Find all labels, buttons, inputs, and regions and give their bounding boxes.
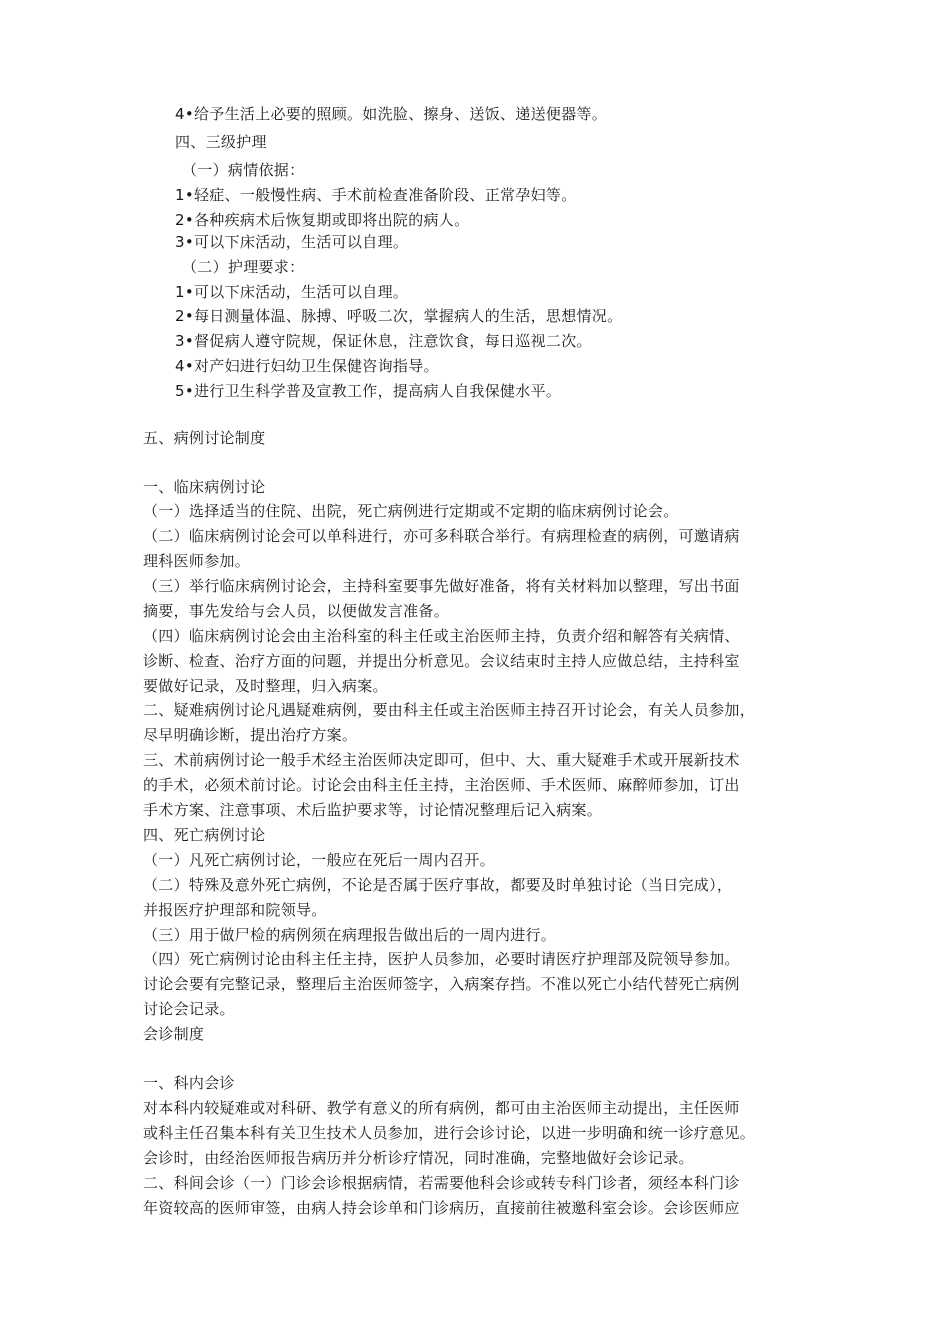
text-line: 2•每日测量体温、脉搏、呼吸二次，掌握病人的生活，思想情况。 xyxy=(175,307,623,325)
text-line: （一）选择适当的住院、出院，死亡病例进行定期或不定期的临床病例讨论会。 xyxy=(143,502,679,520)
text-line: 手术方案、注意事项、术后监护要求等，讨论情况整理后记入病案。 xyxy=(143,801,603,819)
text-line: （四）临床病例讨论会由主治科室的科主任或主治医师主持，负责介绍和解答有关病情、 xyxy=(143,627,740,645)
text-line: 2•各种疾病术后恢复期或即将出院的病人。 xyxy=(175,211,470,229)
text-line: 二、科间会诊（一）门诊会诊根据病情，若需要他科会诊或转专科门诊者，须经本科门诊 xyxy=(143,1174,740,1192)
section-heading: 一、临床病例讨论 xyxy=(143,478,266,496)
text-line: 1•轻症、一般慢性病、手术前检查准备阶段、正常孕妇等。 xyxy=(175,186,577,204)
text-line: 诊断、检查、治疗方面的问题，并提出分析意见。会议结束时主持人应做总结，主持科室 xyxy=(143,652,740,670)
text-line: （一）凡死亡病例讨论，一般应在死后一周内召开。 xyxy=(143,851,495,869)
section-heading: 四、三级护理 xyxy=(175,133,267,151)
text-line: （三）用于做尸检的病例须在病理报告做出后的一周内进行。 xyxy=(143,926,557,944)
text-line: 要做好记录，及时整理，归入病案。 xyxy=(143,677,388,695)
text-line: 理科医师参加。 xyxy=(143,552,251,570)
text-line: （三）举行临床病例讨论会，主持科室要事先做好准备，将有关材料加以整理，写出书面 xyxy=(143,577,740,595)
text-line: （二）特殊及意外死亡病例，不论是否属于医疗事故，都要及时单独讨论（当日完成）， xyxy=(143,876,733,894)
text-line: 三、术前病例讨论一般手术经主治医师决定即可，但中、大、重大疑难手术或开展新技术 xyxy=(143,751,740,769)
text-line: 二、疑难病例讨论凡遇疑难病例，要由科主任或主治医师主持召开讨论会，有关人员参加， xyxy=(143,701,756,719)
text-line: 3•督促病人遵守院规，保证休息，注意饮食，每日巡视二次。 xyxy=(175,332,592,350)
text-line: 对本科内较疑难或对科研、教学有意义的所有病例，都可由主治医师主动提出，主任医师 xyxy=(143,1099,740,1117)
section-heading: 会诊制度 xyxy=(143,1025,205,1043)
section-heading: 一、科内会诊 xyxy=(143,1074,235,1092)
text-line: 的手术，必须术前讨论。讨论会由科主任主持，主治医师、手术医师、麻醉师参加，订出 xyxy=(143,776,740,794)
text-line: 并报医疗护理部和院领导。 xyxy=(143,901,327,919)
text-line: 尽早明确诊断，提出治疗方案。 xyxy=(143,726,358,744)
text-line: 讨论会要有完整记录，整理后主治医师签字，入病案存挡。不准以死亡小结代替死亡病例 xyxy=(143,975,740,993)
text-line: 5•进行卫生科学普及宣教工作，提高病人自我保健水平。 xyxy=(175,382,562,400)
subsection-heading: （二）护理要求： xyxy=(182,258,305,276)
text-line: 1•可以下床活动，生活可以自理。 xyxy=(175,283,409,301)
section-heading: 四、死亡病例讨论 xyxy=(143,826,266,844)
text-line: 摘要，事先发给与会人员，以便做发言准备。 xyxy=(143,602,450,620)
text-line: （四）死亡病例讨论由科主任主持，医护人员参加，必要时请医疗护理部及院领导参加。 xyxy=(143,950,740,968)
text-line: 会诊时，由经治医师报告病历并分析诊疗情况，同时准确，完整地做好会诊记录。 xyxy=(143,1149,694,1167)
text-line: （二）临床病例讨论会可以单科进行，亦可多科联合举行。有病理检查的病例，可邀请病 xyxy=(143,527,740,545)
text-line: 年资较高的医师审签，由病人持会诊单和门诊病历，直接前往被邀科室会诊。会诊医师应 xyxy=(143,1199,740,1217)
text-line: 4•给予生活上必要的照顾。如洗脸、擦身、送饭、递送便器等。 xyxy=(175,105,608,123)
section-heading: 五、病例讨论制度 xyxy=(143,429,266,447)
text-line: 讨论会记录。 xyxy=(143,1000,235,1018)
text-line: 3•可以下床活动，生活可以自理。 xyxy=(175,233,409,251)
subsection-heading: （一）病情依据： xyxy=(182,161,305,179)
text-line: 4•对产妇进行妇幼卫生保健咨询指导。 xyxy=(175,357,439,375)
text-line: 或科主任召集本科有关卫生技术人员参加，进行会诊讨论，以进一步明确和统一诊疗意见。 xyxy=(143,1124,756,1142)
